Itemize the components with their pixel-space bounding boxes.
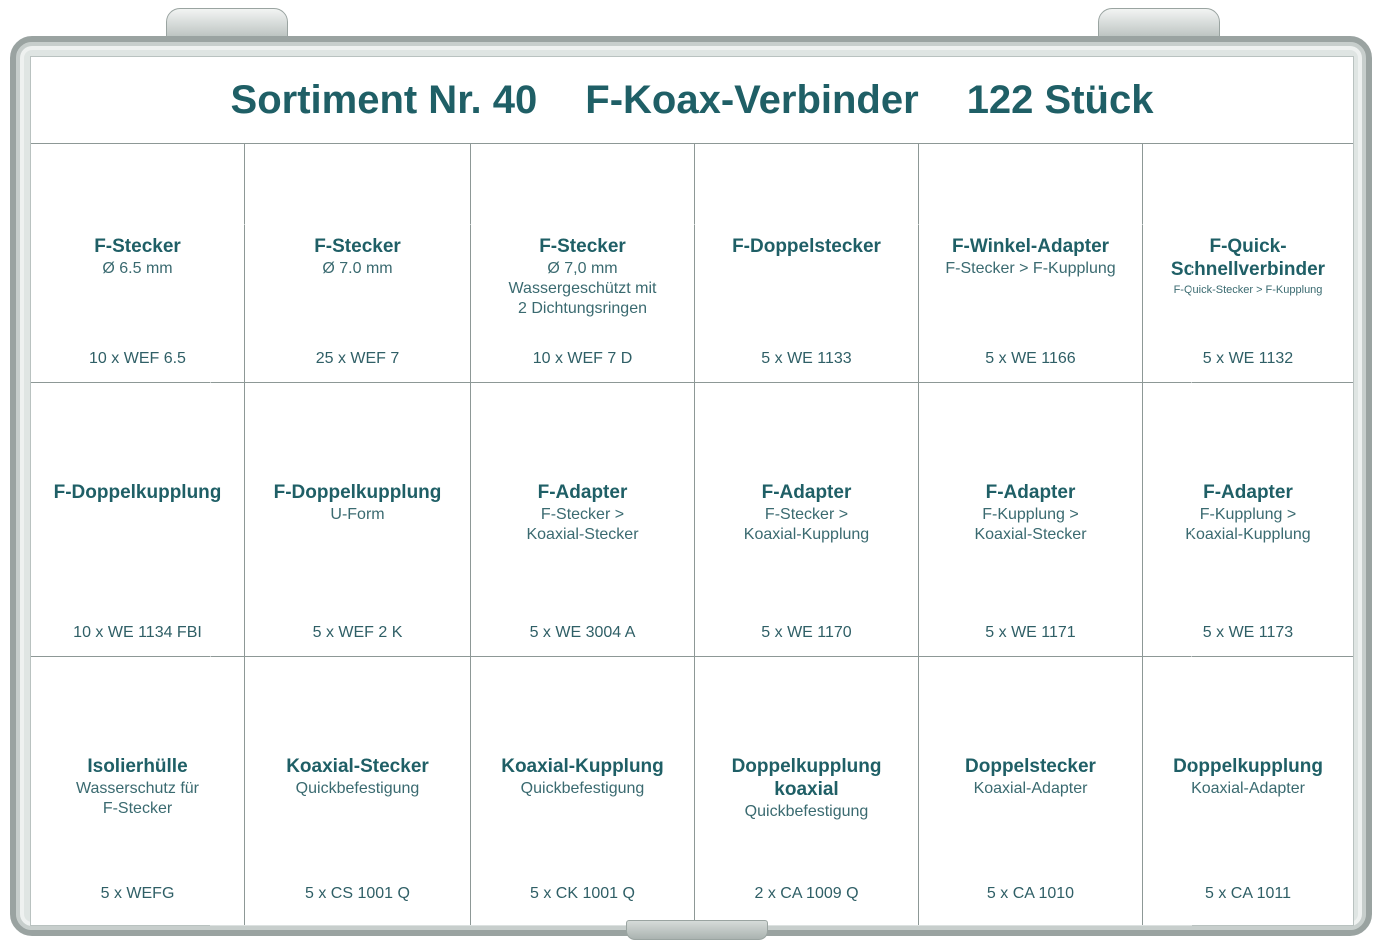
compartment[interactable] — [471, 383, 695, 657]
compartment[interactable] — [695, 657, 919, 925]
compartment[interactable] — [31, 383, 245, 657]
part-description: F-Quick-Stecker > F-Kupplung — [1173, 284, 1323, 296]
part-name: Koaxial-Kupplung — [501, 756, 664, 777]
compartment-label — [923, 235, 1138, 279]
compartment-label — [249, 481, 466, 525]
part-description: Koaxial-Adapter — [1191, 780, 1305, 797]
compartment[interactable] — [31, 143, 245, 383]
part-code: 2 x CA 1009 Q — [754, 885, 859, 902]
part-code: 5 x WE 1133 — [761, 350, 852, 367]
compartment[interactable] — [919, 383, 1143, 657]
page-title — [31, 57, 1353, 144]
part-name: F-Doppelkupplung — [53, 482, 222, 503]
compartment-label — [1147, 755, 1349, 799]
part-code: 5 x CS 1001 Q — [305, 885, 410, 902]
part-name: Doppelstecker — [965, 756, 1096, 777]
compartment-grid — [31, 143, 1353, 925]
part-name: F-Adapter — [761, 482, 852, 503]
part-name: F-Adapter — [537, 482, 628, 503]
compartment-label — [35, 235, 240, 279]
part-code: 5 x WE 3004 A — [529, 624, 636, 641]
part-code: 5 x WE 1171 — [985, 624, 1076, 641]
compartment[interactable] — [919, 657, 1143, 925]
part-description: F-Kupplung > Koaxial-Stecker — [974, 506, 1087, 543]
compartment-label — [699, 755, 914, 822]
part-description: U-Form — [330, 506, 385, 523]
compartment-label — [1147, 235, 1349, 298]
part-description: F-Stecker > Koaxial-Stecker — [526, 506, 639, 543]
part-name: F-Adapter — [985, 482, 1076, 503]
part-name: F-Doppelstecker — [732, 236, 881, 257]
compartment[interactable] — [1143, 657, 1353, 925]
part-description: Quickbefestigung — [520, 780, 645, 797]
part-description: F-Kupplung > Koaxial-Kupplung — [1185, 506, 1311, 543]
compartment-label — [35, 755, 240, 819]
part-description: F-Stecker > F-Kupplung — [945, 260, 1116, 277]
part-description: Koaxial-Adapter — [973, 780, 1088, 797]
part-name: F-Stecker — [94, 236, 181, 257]
part-code: 5 x WEFG — [100, 885, 175, 902]
part-name: F-Quick- Schnellverbinder — [1170, 236, 1326, 280]
part-name: F-Winkel-Adapter — [951, 236, 1110, 257]
part-name: Isolierhülle — [87, 756, 188, 777]
compartment-label — [923, 755, 1138, 799]
part-name: F-Doppelkupplung — [273, 482, 442, 503]
part-description: Ø 7,0 mm Wassergeschützt mit 2 Dichtungsringen — [508, 260, 657, 317]
compartment-label — [475, 235, 690, 319]
part-code: 5 x WE 1170 — [761, 624, 852, 641]
latch[interactable] — [626, 920, 768, 940]
compartment[interactable] — [31, 657, 245, 925]
part-name: F-Stecker — [539, 236, 626, 257]
piece-count: 122 Stück — [966, 77, 1154, 122]
assortment-number: Sortiment Nr. 40 — [230, 77, 538, 122]
compartment[interactable] — [245, 657, 471, 925]
part-code: 10 x WEF 7 D — [532, 350, 633, 367]
part-code: 5 x CK 1001 Q — [530, 885, 635, 902]
compartment[interactable] — [245, 143, 471, 383]
part-code: 5 x WE 1166 — [985, 350, 1076, 367]
compartment[interactable] — [471, 657, 695, 925]
product-name: F-Koax-Verbinder — [585, 77, 919, 122]
label-insert — [30, 56, 1354, 926]
compartment[interactable] — [471, 143, 695, 383]
compartment[interactable] — [919, 143, 1143, 383]
part-description: Wasserschutz für F-Stecker — [76, 780, 199, 817]
compartment-label — [475, 481, 690, 545]
part-name: Doppelkupplung — [1173, 756, 1323, 777]
compartment[interactable] — [695, 383, 919, 657]
part-name: Doppelkupplung koaxial — [731, 756, 882, 800]
compartment[interactable] — [245, 383, 471, 657]
part-description: F-Stecker > Koaxial-Kupplung — [743, 506, 870, 543]
part-code: 25 x WEF 7 — [315, 350, 400, 367]
compartment[interactable] — [1143, 383, 1353, 657]
part-name: Koaxial-Stecker — [286, 756, 429, 777]
part-code: 10 x WEF 6.5 — [89, 350, 186, 367]
part-description: Ø 7.0 mm — [322, 260, 393, 277]
part-code: 5 x CA 1010 — [986, 885, 1075, 902]
compartment-label — [923, 481, 1138, 545]
part-description: Ø 6.5 mm — [102, 260, 173, 277]
compartment-label — [699, 235, 914, 258]
compartment-label — [249, 235, 466, 279]
compartment-label — [699, 481, 914, 545]
compartment-label — [475, 755, 690, 799]
compartment[interactable] — [695, 143, 919, 383]
part-code: 5 x CA 1011 — [1205, 885, 1291, 902]
compartment-label — [1147, 481, 1349, 545]
compartment[interactable] — [1143, 143, 1353, 383]
part-name: F-Adapter — [1203, 482, 1293, 503]
part-code: 5 x WE 1173 — [1202, 624, 1294, 641]
part-code: 5 x WE 1132 — [1202, 350, 1294, 367]
compartment-label — [249, 755, 466, 799]
part-code: 5 x WEF 2 K — [312, 624, 403, 641]
part-description: Quickbefestigung — [295, 780, 420, 797]
compartment-label — [35, 481, 240, 504]
part-name: F-Stecker — [314, 236, 401, 257]
part-description: Quickbefestigung — [744, 803, 869, 820]
part-code: 10 x WE 1134 FBI — [73, 624, 202, 641]
